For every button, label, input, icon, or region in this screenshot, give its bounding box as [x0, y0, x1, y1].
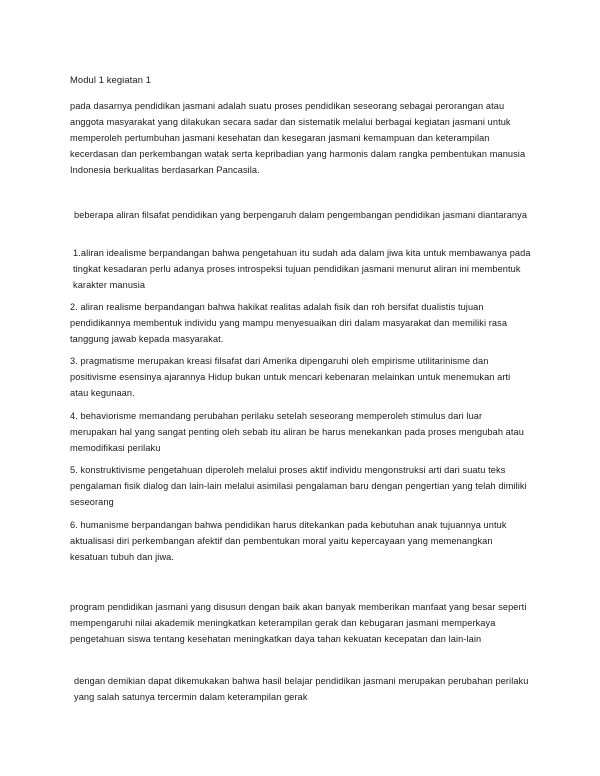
point-humanisme: 6. humanisme berpandangan bahwa pendidikan harus ditekankan pada kebutuhan anak tujuannya untuk aktualisasi diri perkembangan afektif dan pembentukan moral yaitu kepercayaan yang memenangkan kesatuan tubuh dan jiwa. — [70, 520, 507, 562]
point-konstruktivisme: 5. konstruktivisme pengetahuan diperoleh melalui proses aktif individu mengonstruksi arti dari suatu teks pengalaman fisik dialog dan lain-lain melalui asimilasi pengalaman baru dengan pengertian yang telah dimiliki seseorang — [70, 465, 527, 507]
point-realisme: 2. aliran realisme berpandangan bahwa hakikat realitas adalah fisik dan roh bersifat dualistis tujuan pendidikannya membentuk individu yang mampu menyesuaikan diri dalam masyarakat dan memiliki rasa tanggung jawab kepada masyarakat. — [70, 302, 508, 344]
point-pragmatisme: 3. pragmatisme merupakan kreasi filsafat dari Amerika dipengaruhi oleh empirisme utilitarinisme dan positivisme esensinya ajarannya Hidup bukan untuk mencari kebenaran melainkan untuk menemukan arti atau kegunaan. — [70, 356, 511, 398]
program-paragraph: program pendidikan jasmani yang disusun dengan baik akan banyak memberikan manfaat yang besar seperti mempengaruhi nilai akademik meningkatkan keterampilan gerak dan kebugaran jasmani memperkaya pengetahuan siswa tentang kesehatan meningkatkan daya tahan kekuatan kecepatan dan lain-lain — [70, 602, 527, 644]
intro-paragraph: pada dasarnya pendidikan jasmani adalah suatu proses pendidikan seseorang sebagai perorangan atau anggota masyarakat yang dilakukan secara sadar dan sistematik melalui berbagai kegiatan jasmani untuk memperoleh pertumbuhan jasmani kesehatan dan kesegaran jasmani kemampuan dan keterampilan kecerdasan dan perkembangan watak serta kepribadian yang harmonis dalam rangka pembentukan manusia Indonesia berkualitas berdasarkan Pancasila. — [70, 101, 526, 175]
document-title: Modul 1 kegiatan 1 — [70, 74, 152, 85]
aliran-intro-paragraph: beberapa aliran filsafat pendidikan yang berpengaruh dalam pengembangan pendidikan jasmani diantaranya — [74, 210, 528, 220]
closing-paragraph: dengan demikian dapat dikemukakan bahwa hasil belajar pendidikan jasmani merupakan perubahan perilaku yang salah satunya tercermin dalam keterampilan gerak — [74, 676, 529, 702]
point-idealisme: 1.aliran idealisme berpandangan bahwa pengetahuan itu sudah ada dalam jiwa kita untuk membawanya pada tingkat kesadaran perlu adanya proses introspeksi tujuan pendidikan jasmani menurut aliran ini membentuk karakter manusia — [73, 248, 531, 290]
point-behaviorisme: 4. behaviorisme memandang perubahan perilaku setelah seseorang memperoleh stimulus dari luar merupakan hal yang sangat penting oleh sebab itu aliran be harus menekankan pada proses mengubah atau memodifikasi perilaku — [70, 411, 524, 453]
